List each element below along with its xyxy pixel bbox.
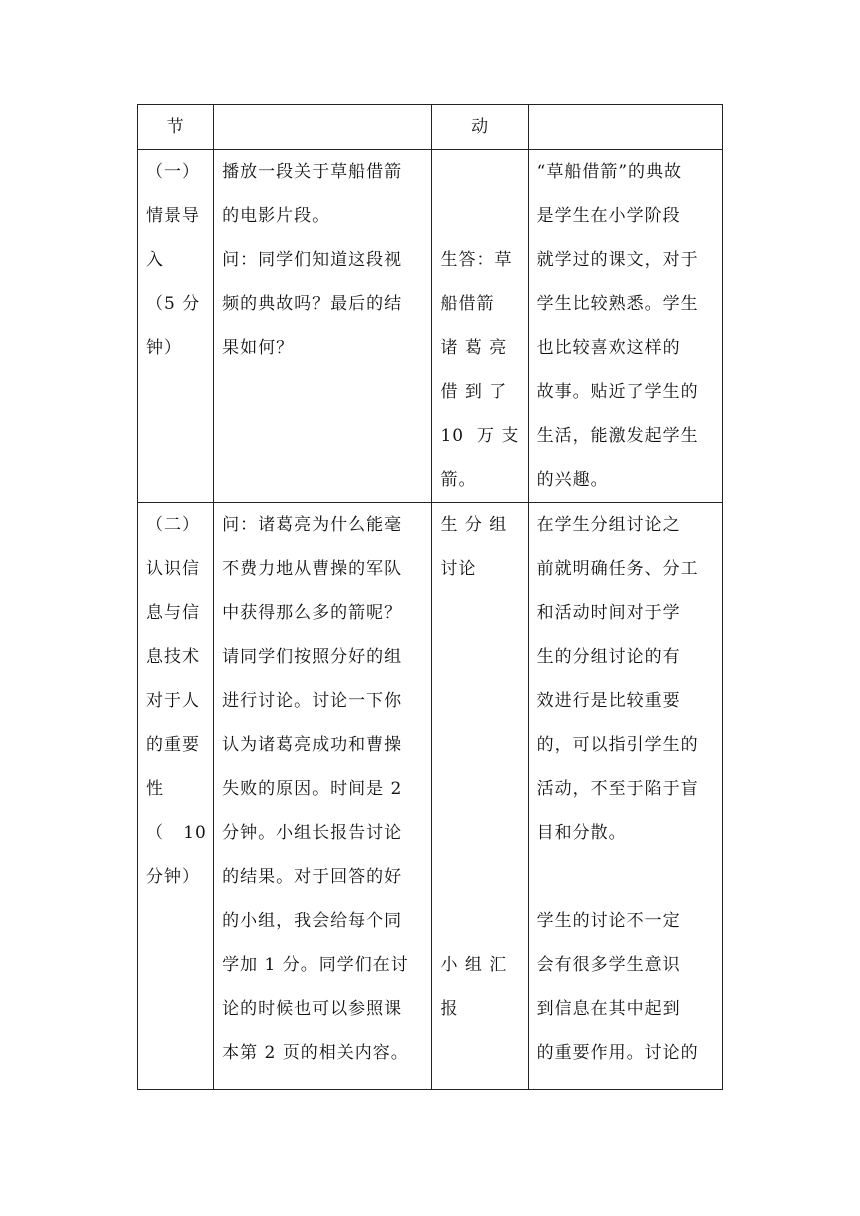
text-line: 论的时候也可以参照课 <box>222 999 403 1019</box>
text-line: 故事。贴近了学生的 <box>536 382 699 402</box>
text-line: 的结果。对于回答的好 <box>222 867 403 887</box>
stage-line: 息与信 <box>146 603 200 623</box>
text-line: 和活动时间对于学 <box>536 603 681 623</box>
text-line: 的小组，我会给每个同 <box>222 911 403 931</box>
text-line: 播放一段关于草船借箭 <box>222 162 403 182</box>
text-line: 小 组 汇 <box>440 955 508 975</box>
stage-line: 分钟） <box>146 867 200 887</box>
header-cell-stage: 节 <box>138 105 214 150</box>
text-line: 果如何？ <box>222 338 295 358</box>
text-line: 的重要作用。讨论的 <box>536 1043 699 1063</box>
stage-line: 钟） <box>146 338 182 358</box>
text-line: 生的分组讨论的有 <box>536 647 681 667</box>
text-line: 的兴趣。 <box>536 470 609 490</box>
stage-line: （二） <box>146 515 200 535</box>
text-line: 请同学们按照分好的组 <box>222 647 403 667</box>
stage-line: （ 10 <box>146 823 207 843</box>
student-activity-cell <box>432 503 528 1090</box>
stage-line: 情景导 <box>146 206 200 226</box>
stage-line: 认识信 <box>146 559 200 579</box>
text-line: 生活，能激发起学生 <box>536 426 699 446</box>
stage-line: 性 <box>146 779 164 799</box>
stage-cell <box>138 150 214 503</box>
teacher-activity-cell <box>214 503 432 1090</box>
text-line: 箭。 <box>440 470 477 490</box>
text-line: 讨论 <box>440 559 477 579</box>
text-line: 活动，不至于陷于盲 <box>536 779 699 799</box>
text-line: 到信息在其中起到 <box>536 999 681 1019</box>
header-cell-intent <box>528 105 722 150</box>
text-line: 生 分 组 <box>440 515 508 535</box>
text-line: 问：同学们知道这段视 <box>222 250 403 270</box>
text-line: 诸 葛 亮 <box>440 338 508 358</box>
text-line: 报 <box>440 999 459 1019</box>
stage-line: 的重要 <box>146 735 200 755</box>
text-line: 认为诸葛亮成功和曹操 <box>222 735 403 755</box>
stage-line: 息技术 <box>146 647 200 667</box>
text-line: 也比较喜欢这样的 <box>536 338 681 358</box>
text-line: 频的典故吗？最后的结 <box>222 294 403 314</box>
stage-line: （5 分 <box>146 294 201 314</box>
text-line: 生答：草 <box>440 250 513 270</box>
stage-line: （一） <box>146 162 200 182</box>
table-row <box>138 503 723 1090</box>
text-line: 的，可以指引学生的 <box>536 735 699 755</box>
text-line: 在学生分组讨论之 <box>536 515 681 535</box>
text-line: “草船借箭”的典故 <box>536 162 683 182</box>
text-line: 进行讨论。讨论一下你 <box>222 691 403 711</box>
text-line: 学加 1 分。同学们在讨 <box>222 955 409 975</box>
student-activity-cell <box>432 150 528 503</box>
text-line: 效进行是比较重要 <box>536 691 681 711</box>
header-cell-teacher <box>214 105 432 150</box>
text-line: 10 万 支 <box>440 426 520 446</box>
stage-line: 对于人 <box>146 691 200 711</box>
text-line: 目和分散。 <box>536 823 627 843</box>
lesson-plan-table <box>137 104 723 1090</box>
stage-cell <box>138 503 214 1090</box>
table-header-row <box>138 105 723 150</box>
text-line: 前就明确任务、分工 <box>536 559 699 579</box>
text-line: 是学生在小学阶段 <box>536 206 681 226</box>
text-line: 学生比较熟悉。学生 <box>536 294 699 314</box>
text-line: 会有很多学生意识 <box>536 955 681 975</box>
text-line: 就学过的课文，对于 <box>536 250 699 270</box>
text-line: 问：诸葛亮为什么能毫 <box>222 515 403 535</box>
text-line: 借 到 了 <box>440 382 508 402</box>
teacher-activity-cell <box>214 150 432 503</box>
text-line: 失败的原因。时间是 2 <box>222 779 403 799</box>
design-intent-cell <box>528 503 722 1090</box>
text-line: 本第 2 页的相关内容。 <box>222 1043 409 1063</box>
design-intent-cell <box>528 150 722 503</box>
text-line: 学生的讨论不一定 <box>536 911 681 931</box>
header-cell-activity: 动 <box>432 105 528 150</box>
text-line: 分钟。小组长报告讨论 <box>222 823 403 843</box>
text-line: 不费力地从曹操的军队 <box>222 559 403 579</box>
table-row <box>138 150 723 503</box>
text-line: 的电影片段。 <box>222 206 331 226</box>
text-line: 船借箭 <box>440 294 495 314</box>
stage-line: 入 <box>146 250 164 270</box>
text-line: 中获得那么多的箭呢？ <box>222 603 403 623</box>
